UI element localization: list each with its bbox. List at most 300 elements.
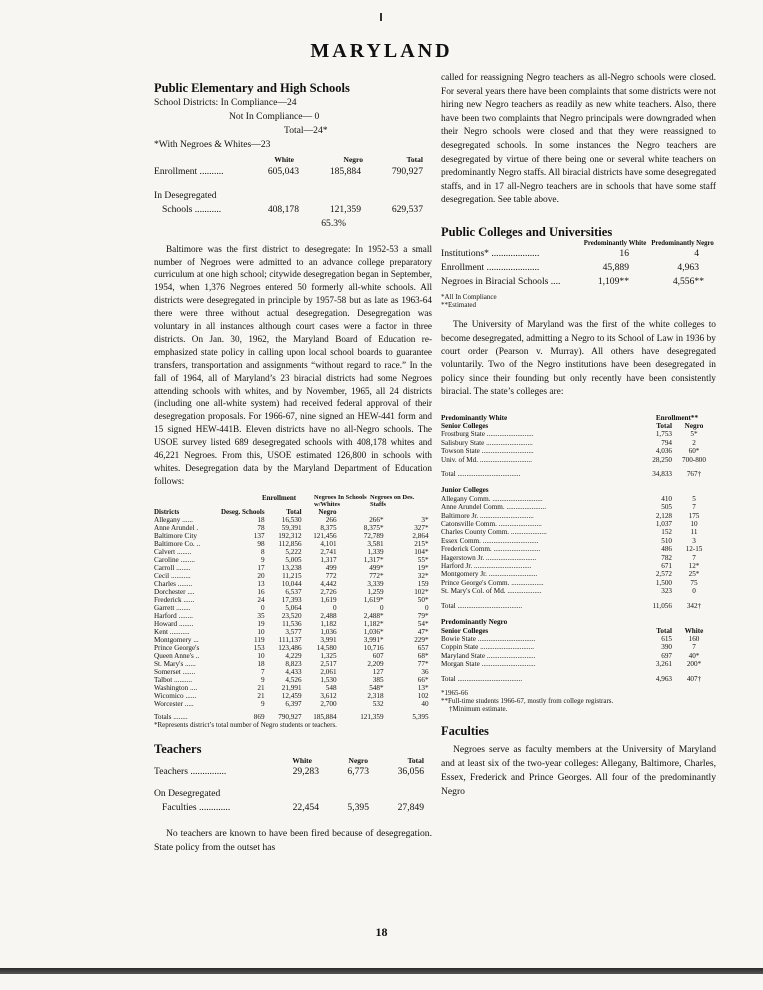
- table-cell: 10,716: [363, 643, 384, 652]
- table-cell: 12,459: [281, 691, 302, 700]
- negro-header-1: Predominantly Negro: [441, 618, 508, 627]
- college-name: Harford Jr. ................................: [441, 562, 532, 571]
- college-value: 175: [688, 511, 700, 520]
- college-value: 486: [661, 545, 672, 554]
- junior-list: [441, 495, 716, 596]
- junior-header: Junior Colleges: [441, 486, 489, 495]
- table-cell: 19*: [417, 563, 429, 572]
- table-cell: 16,530: [281, 515, 302, 524]
- district-name: Harford ........: [154, 611, 193, 620]
- college-value: 2: [692, 438, 696, 447]
- list-item: [441, 447, 716, 455]
- table-totals-row: [154, 708, 429, 721]
- colleges-col-headers: Predominantly White Predominantly Negro: [583, 239, 714, 247]
- district-table-body: [154, 516, 429, 721]
- table-cell: 8,823: [285, 659, 302, 668]
- table-cell: 11,215: [282, 571, 302, 580]
- table-cell: 2,061: [320, 667, 337, 676]
- table-cell: 18: [257, 659, 265, 668]
- college-value: 4,036: [655, 447, 672, 456]
- table-cell: 0: [332, 603, 337, 612]
- table-cell: 16: [257, 587, 265, 596]
- college-value: 697: [661, 651, 672, 660]
- college-value: 1,753: [655, 430, 672, 439]
- table-cell: 78: [257, 523, 265, 532]
- teachers-deseg-label: On Desegregated: [154, 788, 221, 800]
- table-cell: 21: [257, 683, 265, 692]
- table-cell: 3*: [421, 515, 429, 524]
- totals-cell: 790,927: [278, 712, 302, 721]
- college-value: 152: [661, 528, 672, 537]
- table-cell: 50*: [417, 595, 429, 604]
- list-item: [441, 537, 716, 545]
- table-cell: 1,619*: [363, 595, 384, 604]
- college-value: 25*: [688, 570, 700, 579]
- table-row: [154, 516, 429, 524]
- table-cell: 532: [372, 699, 384, 708]
- table-cell: 14,580: [316, 643, 337, 652]
- table-cell: 2,488: [320, 611, 337, 620]
- teachers-row: Teachers ............... 29,283 6,773 36,056: [154, 766, 424, 778]
- enrollment-row: Enrollment .......... 605,043 185,884 790,927: [154, 165, 423, 177]
- college-name: Baltimore Jr. ..............................: [441, 511, 534, 520]
- college-value: 10: [690, 520, 698, 529]
- college-name: Maryland State ...........................: [441, 651, 536, 660]
- table-cell: 3,581: [367, 539, 384, 548]
- college-name: Prince George's Comm. ..................: [441, 578, 544, 587]
- college-name: St. Mary's Col. of Md. ...................: [441, 587, 542, 596]
- district-name: Kent ...........: [154, 627, 190, 636]
- teachers-deseg-row: Faculties ............. 22,454 5,395 27,849: [162, 802, 424, 814]
- table-cell: 36: [421, 667, 429, 676]
- right-column: [441, 72, 716, 799]
- college-value: 7: [692, 643, 696, 652]
- college-value: 40*: [688, 651, 700, 660]
- table-cell: 4,433: [285, 667, 302, 676]
- teachers-heading: Teachers: [154, 741, 202, 756]
- col-white: White: [274, 155, 294, 164]
- district-name: Garrett ........: [154, 603, 191, 612]
- table-cell: 13*: [417, 683, 429, 692]
- list-item: [441, 430, 716, 438]
- list-item: [441, 579, 716, 587]
- table-cell: 6,537: [285, 587, 302, 596]
- table-cell: 35: [257, 611, 265, 620]
- table-row: [154, 540, 429, 548]
- negro-total: Total .................................... 4,963 407†: [441, 674, 702, 683]
- table-row: [154, 692, 429, 700]
- table-cell: 19: [257, 619, 265, 628]
- table-cell: 54*: [417, 619, 429, 628]
- list-item: [441, 635, 716, 643]
- table-cell: 0: [424, 603, 429, 612]
- table-cell: 9: [260, 699, 265, 708]
- table-cell: 0: [260, 603, 265, 612]
- college-name: Anne Arundel Comm. ......................: [441, 503, 547, 512]
- table-cell: 266*: [369, 515, 384, 524]
- college-value: 200*: [686, 660, 702, 669]
- page-title: MARYLAND: [310, 40, 453, 62]
- table-cell: 4,229: [285, 651, 302, 660]
- district-name: Dorchester ....: [154, 587, 195, 596]
- table-cell: 2,488*: [363, 611, 384, 620]
- table-cell: 24: [257, 595, 265, 604]
- table-cell: 0: [379, 603, 384, 612]
- table-cell: 4,442: [320, 579, 337, 588]
- college-value: 0: [692, 587, 696, 596]
- table-cell: 10,044: [281, 579, 302, 588]
- list-item: [441, 570, 716, 578]
- college-name: Coppin State ..............................: [441, 643, 535, 652]
- list-item: [441, 554, 716, 562]
- college-value: 12-15: [685, 545, 703, 554]
- district-table-group-headers: Enrollment Negroes In Schools w/Whites Negroes on Des. Staffs: [262, 493, 415, 508]
- totals-cell: 121,359: [360, 712, 384, 721]
- table-cell: 3,991: [320, 635, 337, 644]
- table-cell: 1,036*: [363, 627, 384, 636]
- table-cell: 17: [257, 563, 265, 572]
- senior-white-total: Total ................................... 34,833 767†: [441, 470, 702, 479]
- table-cell: 2,318: [367, 691, 384, 700]
- district-name: Somerset .......: [154, 667, 196, 676]
- negro-header-2: Senior Colleges Total White: [441, 626, 704, 635]
- table-row: [154, 580, 429, 588]
- district-name: Caroline ........: [154, 555, 195, 564]
- senior-white-list: [441, 430, 716, 464]
- college-value: 505: [661, 503, 672, 512]
- table-cell: 2,700: [320, 699, 337, 708]
- table-row: [154, 596, 429, 604]
- table-cell: 21: [257, 691, 265, 700]
- college-value: 5: [692, 494, 696, 503]
- table-row: [154, 532, 429, 540]
- college-value: 323: [661, 587, 672, 596]
- table-row: [154, 548, 429, 556]
- table-cell: 79*: [417, 611, 429, 620]
- district-table: [154, 508, 429, 721]
- college-value: 782: [661, 553, 672, 562]
- table-cell: 5,064: [285, 603, 302, 612]
- college-name: Montgomery Jr. ...........................: [441, 570, 538, 579]
- table-cell: 9: [260, 675, 265, 684]
- table-cell: 266: [325, 515, 337, 524]
- table-cell: 123,486: [278, 643, 302, 652]
- table-cell: 1,182: [320, 619, 337, 628]
- college-value: 60*: [688, 447, 700, 456]
- table-cell: 121,456: [313, 531, 337, 540]
- page-number: 18: [375, 925, 388, 939]
- list-item: [441, 439, 716, 447]
- table-cell: 9: [260, 555, 265, 564]
- table-cell: 3,577: [285, 627, 302, 636]
- table-cell: 10: [257, 627, 265, 636]
- table-cell: 3,991*: [363, 635, 384, 644]
- colleges-note-1: *All In Compliance: [441, 293, 497, 302]
- teachers-body: No teachers are known to have been fired because of desegregation. State policy from the outset has: [154, 828, 432, 854]
- teachers-col-headers: White Negro Total: [292, 755, 424, 765]
- schools-col-headers: [154, 156, 432, 165]
- table-row: [154, 620, 429, 628]
- table-cell: 2,517: [320, 659, 337, 668]
- college-value: 1,037: [655, 520, 672, 529]
- table-cell: 5,005: [285, 555, 302, 564]
- college-value: 11: [690, 528, 698, 537]
- table-row: [154, 644, 429, 652]
- table-cell: 13,238: [281, 563, 302, 572]
- district-footnote: *Represents district’s total number of Negro students or teachers.: [154, 720, 337, 729]
- table-cell: 5,222: [285, 547, 302, 556]
- college-value: 160: [688, 634, 700, 643]
- table-cell: 20: [257, 571, 265, 580]
- table-cell: 17,393: [281, 595, 302, 604]
- list-item: [441, 520, 716, 528]
- table-row: [154, 628, 429, 636]
- totals-cell: 5,395: [412, 712, 429, 721]
- district-table-wrap: [154, 494, 432, 729]
- table-cell: 59,391: [281, 523, 302, 532]
- colleges-enrollment-row: Enrollment ...................... 45,889 4,963: [441, 262, 699, 274]
- college-name: Catonsville Comm. ........................: [441, 520, 542, 529]
- list-item: [441, 456, 716, 464]
- college-name: Salisbury State ..........................: [441, 438, 533, 447]
- schools-heading: Public Elementary and High Schools: [154, 81, 350, 95]
- table-cell: 47*: [417, 627, 429, 636]
- colleges-heading: Public Colleges and Universities: [441, 224, 613, 239]
- college-value: 2,572: [655, 570, 672, 579]
- list-item: [441, 545, 716, 553]
- college-list: [441, 414, 716, 713]
- table-cell: 112,856: [278, 539, 302, 548]
- districts-line-3: Total—24*: [284, 125, 328, 136]
- table-cell: 772: [325, 571, 337, 580]
- deseg-pct-row: 65.3%: [321, 217, 346, 229]
- table-cell: 111,137: [278, 635, 302, 644]
- list-item: [441, 562, 716, 570]
- table-cell: 8,375: [320, 523, 337, 532]
- district-name: Baltimore Co. ..: [154, 539, 201, 548]
- table-row: [154, 604, 429, 612]
- right-intro: called for reassigning Negro teachers as all-Negro schools were closed. For several years there have been complaints that some districts were not hiring new Negro teachers as readily as new white teachers. Also, there have been two complaints that Negro principals were downgraded when their Negro schools were closed and that they were reassigned to desegregated schools. In some instances the Negro teachers are desegregated by virtue of there being one or several white teachers on predominantly Negro staffs. All biracial districts have some desegregated staffs, and in 17 all-Negro teachers are in schools that have some staff desegregation. See table above.: [441, 73, 717, 206]
- table-cell: 499*: [369, 563, 384, 572]
- table-cell: 18: [257, 515, 265, 524]
- table-cell: 102: [417, 691, 429, 700]
- table-cell: 2,726: [320, 587, 337, 596]
- schools-body: Baltimore was the first district to desegregate: In 1952-53 a small number of Negroes were admitted to an advance college preparatory curriculum at one high school; citywide desegregation began in September, 1954, when 1,376 Negroes entered 50 formerly all-white schools. All districts were desegregated in principle by 1957-58 but as late as 1963-64 there were three without actual desegregation. Desegregation was voluntary in all instances although court cases were a factor in three districts. On Jan. 30, 1962, the Maryland Board of Education re-emphasized state policy in calling upon local school boards to guarantee transfers, transportation and assignments “without regard to race.” In the fall of 1964, all of Maryland’s 23 biracial districts had some Negroes attending schools with whites, and by November, 1965, all 24 districts (including one all-white system) had received federal approval of their desegregation proposals. For 1966-67, nine signed an HEW-441 form and 15 signed HEW-441B. Eleven districts have no all-Negro schools. The USOE survey listed 689 desegregated schools with 408,178 whites and 46,221 Negroes. From this, USOE estimated 126,800 in schools with whites. Desegregation data by the Maryland Department of Education follows:: [154, 243, 432, 486]
- table-cell: 2,864: [412, 531, 429, 540]
- table-cell: 159: [417, 579, 429, 588]
- th-deseg: Deseg. Schools: [221, 507, 265, 516]
- table-cell: 548*: [369, 683, 384, 692]
- table-cell: 98: [257, 539, 265, 548]
- table-cell: 1,325: [320, 651, 337, 660]
- college-foot-3: †Minimum estimate.: [449, 704, 508, 713]
- table-cell: 66*: [417, 675, 429, 684]
- district-name: Wicomico ......: [154, 691, 197, 700]
- district-table-header: [154, 508, 429, 516]
- table-cell: 77*: [417, 659, 429, 668]
- table-cell: 8: [260, 547, 265, 556]
- list-item: [441, 528, 716, 536]
- colleges-body: The University of Maryland was the first of the white colleges to become desegregated, admitting a Negro to its School of Law in 1936 by court order (Pearson v. Murray). All others have desegregated voluntarily. Two of the Negro institutions have been desegregated in policy since their founding but only recently have been consistently biracial. The state’s colleges are:: [441, 320, 716, 398]
- table-cell: 11,536: [282, 619, 302, 628]
- table-cell: 1,530: [320, 675, 337, 684]
- table-cell: 548: [325, 683, 337, 692]
- district-name: Cecil ...........: [154, 571, 191, 580]
- table-cell: 8,375*: [363, 523, 384, 532]
- table-cell: 1,339: [367, 547, 384, 556]
- table-cell: 1,619: [320, 595, 337, 604]
- college-value: 28,250: [652, 455, 672, 464]
- negro-college-list: [441, 635, 716, 669]
- th-negro: Negro: [318, 507, 337, 516]
- table-cell: 327*: [414, 523, 429, 532]
- college-value: 615: [661, 634, 672, 643]
- districts-line-2: Not In Compliance— 0: [229, 111, 320, 122]
- table-row: [154, 564, 429, 572]
- table-cell: 102*: [414, 587, 429, 596]
- table-cell: 1,036: [320, 627, 337, 636]
- top-mark: [380, 13, 382, 21]
- deseg-label-1: In Desegregated: [154, 189, 217, 201]
- totals-cell: 869: [253, 712, 265, 721]
- deseg-row: Schools ........... 408,178 121,359 629,537: [162, 203, 423, 215]
- colleges-biracial-row: Negroes in Biracial Schools .... 1,109** 4,556**: [441, 276, 704, 288]
- table-cell: 68*: [417, 651, 429, 660]
- table-cell: 4,526: [285, 675, 302, 684]
- table-row: [154, 612, 429, 620]
- district-name: Howard ........: [154, 619, 194, 628]
- table-cell: 6,397: [285, 699, 302, 708]
- table-cell: 119: [254, 635, 265, 644]
- table-cell: 104*: [414, 547, 429, 556]
- table-cell: 23,520: [281, 611, 302, 620]
- district-name: Montgomery ...: [154, 635, 199, 644]
- list-item: [441, 503, 716, 511]
- district-name: Carroll ........: [154, 563, 191, 572]
- table-cell: 10: [257, 651, 265, 660]
- faculties-heading: Faculties: [441, 723, 489, 738]
- left-column: [154, 80, 432, 855]
- college-value: 671: [661, 562, 672, 571]
- table-cell: 192,312: [278, 531, 302, 540]
- college-value: 510: [661, 536, 672, 545]
- college-name: Frederick Comm. ..........................: [441, 545, 541, 554]
- table-cell: 55*: [417, 555, 429, 564]
- college-value: 3,261: [655, 660, 672, 669]
- table-cell: 3,612: [320, 691, 337, 700]
- table-row: [154, 588, 429, 596]
- table-cell: 1,182*: [363, 619, 384, 628]
- district-name: Washington ....: [154, 683, 198, 692]
- table-row: [154, 652, 429, 660]
- college-value: 1,500: [655, 578, 672, 587]
- college-value: 410: [661, 494, 672, 503]
- district-name: Talbot ..........: [154, 675, 193, 684]
- table-cell: 215*: [414, 539, 429, 548]
- table-row: [154, 636, 429, 644]
- district-name: Worcester .....: [154, 699, 194, 708]
- district-name: Baltimore City: [154, 531, 197, 540]
- table-cell: 127: [372, 667, 384, 676]
- table-row: [154, 668, 429, 676]
- col-total: Total: [406, 155, 423, 164]
- table-row: [154, 572, 429, 580]
- college-value: 3: [692, 536, 696, 545]
- list-item: [441, 512, 716, 520]
- college-value: 794: [661, 438, 672, 447]
- college-name: Towson State .............................: [441, 447, 534, 456]
- college-name: Morgan State ..............................: [441, 660, 536, 669]
- college-white-header-2: Senior Colleges Total Negro: [441, 421, 704, 430]
- college-value: 12*: [688, 562, 700, 571]
- table-cell: 2,741: [320, 547, 337, 556]
- table-cell: 13: [257, 579, 265, 588]
- list-item: [441, 652, 716, 660]
- table-cell: 137: [253, 531, 265, 540]
- districts-line-1: School Districts: In Compliance—24: [154, 97, 297, 108]
- college-name: Univ. of Md. .............................: [441, 455, 532, 464]
- college-value: 7: [692, 503, 696, 512]
- bottom-border: [0, 968, 763, 974]
- table-cell: 1,317: [320, 555, 337, 564]
- table-row: [154, 700, 429, 708]
- table-cell: 607: [372, 651, 384, 660]
- table-cell: 40: [421, 699, 429, 708]
- table-row: [154, 660, 429, 668]
- college-name: Bowie State ................................: [441, 634, 536, 643]
- totals-cell: 185,884: [313, 712, 337, 721]
- list-item: [441, 660, 716, 668]
- table-cell: 2,209: [367, 659, 384, 668]
- college-name: Essex Comm. ...............................: [441, 536, 539, 545]
- col-negro: Negro: [343, 155, 363, 164]
- districts-note: *With Negroes & Whites—23: [154, 139, 271, 150]
- table-cell: 3,339: [367, 579, 384, 588]
- th-total: Total: [286, 507, 302, 516]
- list-item: [441, 495, 716, 503]
- district-name: Allegany ......: [154, 515, 193, 524]
- table-row: [154, 684, 429, 692]
- district-name: Prince George's: [154, 643, 200, 652]
- table-cell: 499: [325, 563, 337, 572]
- table-cell: 32*: [417, 571, 429, 580]
- colleges-institutions-row: Institutions* .................... 16 4: [441, 248, 699, 260]
- district-name: Anne Arundel .: [154, 523, 199, 532]
- college-value: 7: [692, 553, 696, 562]
- table-cell: 4,101: [320, 539, 337, 548]
- college-foot-2: **Full-time students 1966-67, mostly from college registrars.: [441, 696, 614, 705]
- college-name: Charles County Comm. ....................: [441, 528, 547, 537]
- table-row: [154, 556, 429, 564]
- table-row: [154, 524, 429, 532]
- district-name: Frederick ......: [154, 595, 195, 604]
- th-districts: Districts: [154, 507, 180, 516]
- college-value: 390: [661, 643, 672, 652]
- table-cell: 772*: [369, 571, 384, 580]
- district-name: Charles ........: [154, 579, 193, 588]
- college-name: Allegany Comm. ............................: [441, 494, 543, 503]
- table-cell: 1,317*: [363, 555, 384, 564]
- college-name: Frostburg State ..........................: [441, 430, 534, 439]
- table-cell: 229*: [414, 635, 429, 644]
- district-name: St. Mary's ......: [154, 659, 196, 668]
- faculties-body: Negroes serve as faculty members at the University of Maryland and at least six of the two-year colleges: Allegany, Baltimore, Charles, Essex, Frederick and Prince Georges. All four of the predominantly Negro: [441, 743, 716, 797]
- table-cell: 72,789: [363, 531, 384, 540]
- college-white-header-1: Predominantly White Enrollment**: [441, 413, 699, 422]
- table-cell: 153: [253, 643, 265, 652]
- table-cell: 21,991: [281, 683, 302, 692]
- district-name: Calvert ........: [154, 547, 192, 556]
